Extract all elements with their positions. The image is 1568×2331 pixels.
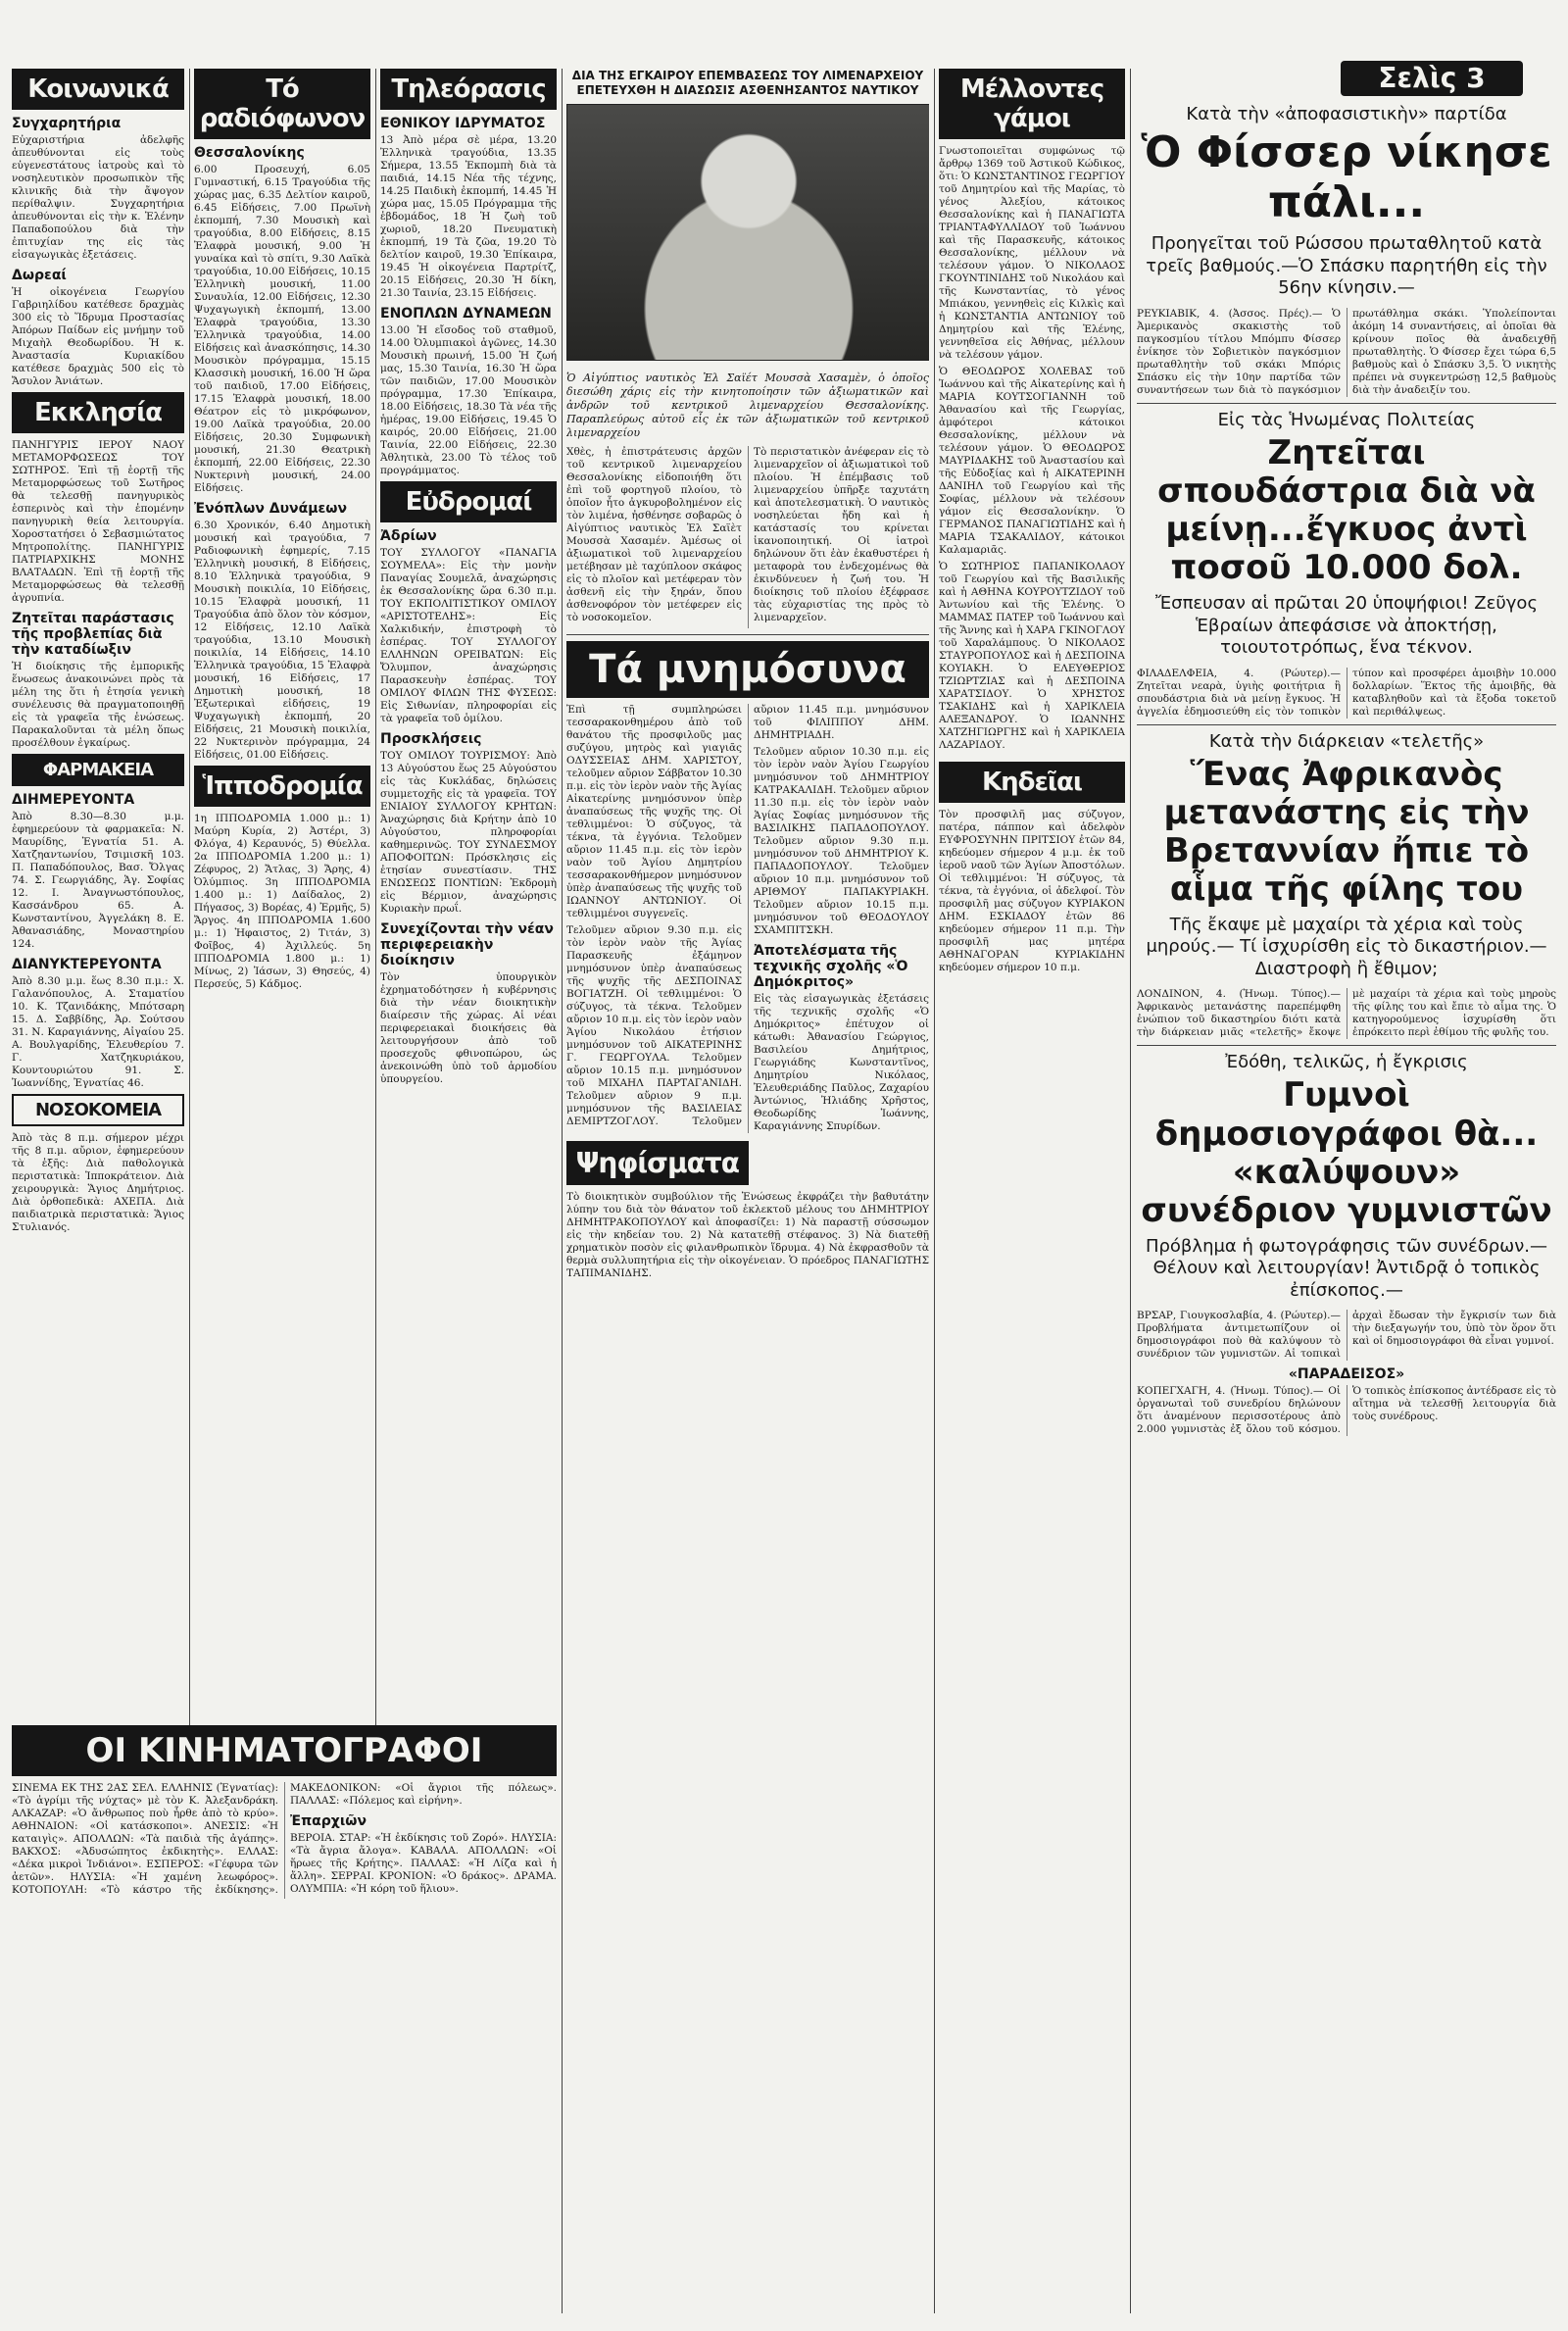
divider [1137,724,1556,725]
tv-text-2: 13.00 Ἡ εἴσοδος τοῦ σταθμοῦ, 14.00 Ὀλυμπιακοὶ ἀγῶνες, 14.30 Μουσικὴ πρωινή, 15.00 Ἡ ζωή μας, 15.30 Ταινία, 16.30 Ἡ ὥρα τῶν παιδιῶν, 17.00 Μουσικὸν πρόγραμμα, 17.30 Ἐπίκαιρα, 18.00 Εἰδήσεις, 18.30 Τὰ νέα τῆς ἡμέρας, 19.00 Εἰδήσεις, 19.45 Ὁ καιρός, 20.00 Εἰδήσεις, 21.00 Ταινία, 22.00 Εἰδήσεις, 22.30 Ἀθλητικὰ, 23.00 Τὸ τέλος τοῦ προγράμματος. [380,324,557,476]
story4-body: ΒΡΣΑΡ, Γιουγκοσλαβία, 4. (Ρώυτερ).— Προβλήματα ἀντιμετωπίζουν οἱ δημοσιογράφοι ποὺ θὰ καλύψουν τὸ συνέδριον τῶν γυμνιστῶν. Αἱ τοπικαὶ ἀρχαὶ ἔδωσαν τὴν ἔγκρισίν των διὰ τὴν διεξαγωγήν του, ὑπὸ τὸν ὅρον ὅτι καὶ οἱ δημοσιογράφοι θὰ εἶναι γυμνοί. [1137,1310,1556,1361]
ippodromia-text: 1η ΙΠΠΟΔΡΟΜΙΑ 1.000 μ.: 1) Μαύρη Κυρία, 2) Ἀστέρι, 3) Φλόγα, 4) Κεραυνός, 5) Θύελλα. 2α ΙΠΠΟΔΡΟΜΙΑ 1.200 μ.: 1) Ζέφυρος, 2) Ἄτλας, 3) Ἄρης, 4) Ὀλύμπιος. 3η ΙΠΠΟΔΡΟΜΙΑ 1.400 μ.: 1) Δαίδαλος, 2) Πήγασος, 3) Βορέας, 4) Ἐρμῆς, 5) Ἄργος. 4η ΙΠΠΟΔΡΟΜΙΑ 1.600 μ.: 1) Ἡφαιστος, 2) Τιτάν, 3) Φοῖβος, 4) Ἀχιλλεύς. 5η ΙΠΠΟΔΡΟΜΙΑ 1.800 μ.: 1) Μίνως, 2) Ἰάσων, 3) Θησεύς, 4) Περσεύς, 5) Κάδμος. [194,813,370,990]
rule [562,69,563,2313]
mnimosyna-text-3: Τελοῦμεν αὔριον 10.30 π.μ. εἰς τὸν ἱερὸν ναὸν Ἁγίου Γεωργίου μνημόσυνον τοῦ ΔΗΜΗΤΡΙΟΥ ΚΑΤΡΑΚΑΛΙΔΗ. Τελοῦμεν αὔριον 11.30 π.μ. εἰς τὸν ἱερὸν ναὸν Ἁγίας Σοφίας μνημόσυνον τῆς ΒΑΣΙΛΙΚΗΣ ΠΑΠΑΔΟΠΟΥΛΟΥ. Τελοῦμεν αὔριον 9.30 π.μ. μνημόσυνον τοῦ ΔΗΜΗΤΡΙΟΥ Κ. ΠΑΠΑΔΟΠΟΥΛΟΥ. Τελοῦμεν αὔριον 10 π.μ. μνημόσυνον τοῦ ΑΡΙΘΜΟΥ ΠΑΠΑΚΥΡΙΑΚΗ. Τελοῦμεν αὔριον 10.15 π.μ. μνημόσυνον τοῦ ΘΕΟΔΟΥΛΟΥ ΣΧΑΜΠΙΤΣΚΗ. [754,746,929,936]
story3-deck: Τῆς ἔκαψε μὲ μαχαίρι τὰ χέρια καὶ τοὺς μηρούς.— Τί ἰσχυρίσθη εἰς τὸ δικαστήριον.— Διαστροφὴ ἢ ἔθιμον; [1146,914,1547,979]
section-kinimatografoi: ΟΙ ΚΙΝΗΜΑΤΟΓΡΑΦΟΙ [12,1725,557,1776]
column-stories [1137,98,1556,2313]
subhead-synedriasis: Συνεχίζονται τὴν νέαν περιφερειακὴν διοίκησιν [380,921,554,968]
section-ippodromia: Ἱπποδρομία [194,766,370,807]
story1-kicker: Κατὰ τὴν «ἀποφασιστικὴν» παρτίδα [1186,104,1507,124]
nosokomeia-text: Ἀπὸ τὰς 8 π.μ. σήμερον μέχρι τῆς 8 π.μ. αὔριον, ἐφημερεύουν τὰ ἑξῆς: Διὰ παθολογικὰ περιστατικὰ: Ἱπποκράτειον. Διὰ χειρουργικὰ: Ἅγιος Δημήτριος. Διὰ ὀρθοπεδικὰ: ΑΧΕΠΑ. Διὰ παιδιατρικὰ περιστατικὰ: Ἅγιος Στυλιανός. [12,1132,184,1233]
mnimosyna-text-2: Τελοῦμεν αὔριον 9.30 π.μ. εἰς τὸν ἱερὸν ναὸν τῆς Ἁγίας Παρασκευῆς ἐξάμηνον μνημόσυνον ὑπὲρ ἀναπαύσεως τῆς ψυχῆς τῆς ΔΕΣΠΟΙΝΑΣ ΒΟΓΙΑΤΖΗ. Οἱ τεθλιμμένοι: Ὁ σύζυγος, τὰ τέκνα. Τελοῦμεν αὔριον 10 π.μ. εἰς τὸν ἱερὸν ναὸν Ἁγίου Νικολάου ἐτήσιον μνημόσυνον τοῦ ΑΙΚΑΤΕΡΙΝΗΣ Γ. ΓΕΩΡΓΟΥΛΑ. Τελοῦμεν αὔριον 10.15 π.μ. μνημόσυνον τοῦ ΜΙΧΑΗΛ ΠΑΡΤΑΓΑΝΙΔΗ. Τελοῦμεν αὔριον 9 π.μ. μνημόσυνον τῆς ΒΑΣΙΛΕΙΑΣ ΔΕΜΙΡΤΖΟΓΛΟΥ. Τελοῦμεν αὔριον 11.45 π.μ. μνημόσυνον τοῦ ΦΙΛΙΠΠΟΥ ΔΗΜ. ΔΗΜΗΤΡΙΑΔΗ. [566,704,929,1127]
farmakeia-text: Ἀπὸ 8.30—8.30 μ.μ. ἐφημερεύουν τὰ φαρμακεῖα: Ν. Μαυρίδης, Ἐγνατία 51. Α. Χατζηαντωνίου, Τσιμισκῆ 103. Π. Παπαδόπουλος, Βασ. Ὄλγας 74. Σ. Γεωργιάδης, Ἁγ. Σοφίας 12. Ι. Ἀναγνωστόπουλος, Κασσάνδρου 65. Α. Κωνσταντίνου, Ἀγγελάκη 8. Ε. Ἀθανασιάδης, Μοναστηρίου 124. [12,811,184,950]
tv-text: 13 Ἀπὸ μέρα σὲ μέρα, 13.20 Ἐλληνικὰ τραγούδια, 13.35 Σήμερα, 13.55 Ἐκπομπὴ διὰ τὰ παιδιά, 14.15 Νέα τῆς τέχνης, 14.25 Παιδικὴ ἐκπομπή, 14.45 Ἡ χώρα μας, 15.05 Πρόγραμμα τῆς ἑβδομάδος, 18 Ἡ ζωὴ τοῦ χωριοῦ, 18.20 Πνευματικὴ ἐκπομπή, 19 Τὰ ζῶα, 19.20 Τὸ δελτίον καιροῦ, 19.30 Ἐπίκαιρα, 19.45 Ἡ οἰκογένεια Παρτρίτζ, 20.15 Εἰδήσεις, 20.30 Ἡ δίκη, 21.30 Ταινία, 23.15 Εἰδήσεις. [380,134,557,299]
subhead-enoplon: ΕΝΟΠΛΩΝ ΔΥΝΑΜΕΩΝ [380,306,552,322]
section-evdromai: Εὐδρομαί [380,481,557,522]
mellontes-text-3: Ὁ ΣΩΤΗΡΙΟΣ ΠΑΠΑΝΙΚΟΛΑΟΥ τοῦ Γεωργίου καὶ τῆς Βασιλικῆς καὶ ἡ ΑΘΗΝΑ ΚΟΥΡΟΥΤΖΙΔΟΥ τοῦ Ἀντωνίου καὶ τῆς Ἑλένης. Ὁ ΜΑΜΜΑΣ ΠΑΤΕΡ τοῦ Ἰωάννου καὶ τῆς Ἄννης καὶ ἡ ΧΑΡΑ ΓΚΙΝΟΓΛΟΥ τοῦ Χαραλάμπους. Ὁ ΝΙΚΟΛΑΟΣ ΣΤΑΥΡΟΠΟΥΛΟΣ καὶ ἡ ΔΕΣΠΟΙΝΑ ΚΟΥΙΑΚΗ. Ὁ ΕΛΕΥΘΕΡΙΟΣ ΤΖΙΩΡΤΖΙΑΣ καὶ ἡ ΔΕΣΠΟΙΝΑ ΧΑΡΑΤΣΙΔΟΥ. Ὁ ΧΡΗΣΤΟΣ ΤΣΑΚΙΔΗΣ καὶ ἡ ΧΑΡΙΚΛΕΙΑ ΑΛΕΞΑΝΔΡΟΥ. Ὁ ΙΩΑΝΝΗΣ ΧΑΤΖΗΓΙΩΡΓΗΣ καὶ ἡ ΧΑΡΙΚΛΕΙΑ ΛΑΖΑΡΙΔΟΥ. [939,561,1125,751]
synedriasis-text: Τὸν ὑπουργικὸν ἐχρηματοδότησεν ἡ κυβέρνησις διὰ τὴν νέαν διοικητικὴν διαίρεσιν τῆς χώρας. Αἱ νέαι περιφερειακαὶ διοικήσεις θὰ λειτουργήσουν ἀπὸ τοῦ προσεχοῦς φθινοπώρου, ὡς ἀνεκοινώθη ὑπὸ τοῦ ἁρμοδίου ὑπουργείου. [380,971,557,1085]
proskliseis-text: ΤΟΥ ΟΜΙΛΟΥ ΤΟΥΡΙΣΜΟΥ: Ἀπὸ 13 Αὐγούστου ἕως 25 Αὐγούστου εἰς τὰς Κυκλάδας, δηλώσεις συμμετοχῆς εἰς τὰ γραφεῖα. ΤΟΥ ΕΝΙΑΙΟΥ ΣΥΛΛΟΓΟΥ ΚΡΗΤΩΝ: Ἀναχώρησις διὰ Κρήτην ἀπὸ 10 Αὐγούστου, πληροφορίαι καθημερινῶς. ΤΟΥ ΣΥΝΔΕΣΜΟΥ ΑΠΟΦΟΙΤΩΝ: Πρόσκλησις εἰς ἐτησίαν συνεστίασιν. ΤΗΣ ΕΝΩΣΕΩΣ ΠΟΝΤΙΩΝ: Ἐκδρομὴ εἰς Βέρμιον, ἀναχώρησις Κυριακὴν πρωΐ. [380,750,557,915]
photo-headline: ΔΙΑ ΤΗΣ ΕΓΚΑΙΡΟΥ ΕΠΕΜΒΑΣΕΩΣ ΤΟΥ ΛΙΜΕΝΑΡΧΕΙΟΥ ΕΠΕΤΕΥΧΘΗ Η ΔΙΑΣΩΣΙΣ ΑΣΘΕΝΗΣΑΝΤΟΣ ΝΑΥΤΙΚΟΥ [571,69,924,97]
photo-caption: Ὁ Αἰγύπτιος ναυτικὸς Ἐλ Σαϊέτ Μουσσὰ Χασαμὲν, ὁ ὁποῖος διεσώθη χάρις εἰς τὴν κινητοποίησιν τῶν ἀξιωματικῶν καὶ ἀνδρῶν τοῦ κεντρικοῦ λιμεναρχείου Θεσσαλονίκης. Παραπλεύρως αὐτοῦ εἷς ἐκ τῶν ἀξιωματικῶν τοῦ κεντρικοῦ λιμεναρχείου [566,372,929,439]
subhead-syncharitiria: Συγχαρητήρια [12,116,122,131]
story1-headline: Ὁ Φίσσερ νίκησε πάλι... [1141,127,1552,227]
section-ekklisia: Εκκλησία [12,392,184,433]
story3-body: ΛΟΝΔΙΝΟΝ, 4. (Ἡνωμ. Τύπος).— Ἀφρικανὸς μετανάστης παρεπέμφθη ἐνώπιον τοῦ δικαστηρίου διότι κατὰ τὴν διάρκειαν μιᾶς «τελετῆς» ἔκοψε μὲ μαχαίρι τὰ χέρια καὶ τοὺς μηροὺς τῆς φίλης του καὶ ἔπιε τὸ αἷμα της. Ὁ κατηγορούμενος ἰσχυρίσθη ὅτι ἐπρόκειτο περὶ ἐθίμου τῆς φυλῆς του. [1137,988,1556,1039]
mnimosyna-text: Ἐπὶ τῇ συμπληρώσει τεσσαρακονθημέρου ἀπὸ τοῦ θανάτου τῆς προσφιλοῦς μας συζύγου, μητρὸς καὶ γιαγιᾶς ΟΔΥΣΣΕΙΑΣ ΔΗΜ. ΧΑΡΙΣΤΟΥ, τελοῦμεν αὔριον Σάββατον 10.30 π.μ. εἰς τὸν ἱερὸν ναὸν τῆς Ἁγίας Αἰκατερίνης μνημόσυνον ὑπὲρ ἀναπαύσεως τῆς ψυχῆς της. Οἱ τεθλιμμένοι: Ὁ σύζυγος, τὰ τέκνα, τὰ ἐγγόνια. Τελοῦμεν αὔριον 11.45 π.μ. εἰς τὸν ἱερὸν ναὸν τοῦ Ἁγίου Δημητρίου τεσσαρακονθήμερον μνημόσυνον ὑπὲρ ἀναπαύσεως τῆς ψυχῆς τοῦ ΙΩΑΝΝΟΥ ΑΝΤΩΝΙΟΥ. Οἱ τεθλιμμένοι συγγενεῖς. [566,704,742,919]
story3-kicker: Κατὰ τὴν διάρκειαν «τελετῆς» [1208,730,1485,752]
story4-kicker: Ἐδόθη, τελικῶς, ἡ ἔγκρισις [1225,1052,1468,1073]
section-nosokomeia: ΝΟΣΟΚΟΜΕΙΑ [12,1094,184,1126]
subhead-dianykterevonta: ΔΙΑΝΥΚΤΕΡΕΥΟΝΤΑ [12,957,162,972]
cinema-block [12,1725,557,2313]
rule [1130,69,1131,2313]
subhead-adrion: Ἀδρίων [380,528,437,544]
koinonika-text: Εὐχαριστήρια ἀδελφῆς ἀπευθύνονται εἰς τοὺς εὐγενεστάτους ἰατροὺς καὶ τὸ νοσηλευτικὸν προσωπικὸν τῆς κλινικῆς διὰ τὴν ἄψογον περίθαλψιν. Συγχαρητήρια ἀπευθύνονται εἰς τὴν κ. Ἑλένην Παπαδοπούλου διὰ τὴν ἐπιτυχίαν της εἰς τὰς εἰσαγωγικὰς ἐξετάσεις. [12,134,184,261]
subhead-dorea: Δωρεαί [12,268,67,283]
rescue-text-2: Τὸ περιστατικὸν ἀνέφεραν εἰς τὸ λιμεναρχεῖον οἱ ἀξιωματικοὶ τοῦ πλοίου. Ἡ ἐπέμβασις τοῦ λιμεναρχείου ὑπῆρξε ταχυτάτη καὶ ἀποτελεσματικὴ. Ὁ ναυτικὸς νοσηλεύεται ἤδη καὶ ἡ κατάστασίς του κρίνεται ἱκανοποιητική. Οἱ ἰατροὶ δηλώνουν ὅτι ἐὰν ἐκαθυστέρει ἡ μεταφορὰ του ἐνδεχομένως θὰ ἐκινδύνευεν ἡ ζωή του. Ἡ διοίκησις τοῦ πλοίου ἐξέφρασε τὰς εὐχαριστίας της πρὸς τὸ λιμεναρχεῖον. [754,446,929,623]
section-mnimosyna: Τά μνημόσυνα [566,641,929,698]
section-kidiai: Κηδεῖαι [939,762,1125,803]
divider [1137,1045,1556,1046]
story4-body-2: ΚΟΠΕΓΧΑΓΗ, 4. (Ἡνωμ. Τύπος).— Οἱ ὀργανωταὶ τοῦ συνεδρίου δηλώνουν ὅτι ἀναμένουν περισσοτέρους ἀπὸ 2.000 γυμνιστὰς ἐξ ὅλου τοῦ κόσμου. Ὁ τοπικὸς ἐπίσκοπος ἀντέδρασε εἰς τὸ αἴτημα νὰ τελεσθῇ λειτουργία διὰ τοὺς συνέδρους. [1137,1385,1556,1436]
eparchion-text: ΒΕΡΟΙΑ. ΣΤΑΡ: «Ἡ ἐκδίκησις τοῦ Ζορό». ΗΛΥΣΙΑ: «Τὰ ἄγρια ἄλογα». ΚΑΒΑΛΑ. ΑΠΟΛΛΩΝ: «Οἱ ἥρωες τῆς Κρήτης». ΠΑΛΛΑΣ: «Ἡ Λίζα καὶ ἡ ἄλλη». ΣΕΡΡΑΙ. ΚΡΟΝΙΟΝ: «Ὁ δράκος». ΔΡΑΜΑ. ΟΛΥΜΠΙΑ: «Ἡ κόρη τοῦ ἥλιου». [290,1832,557,1895]
story4-deck: Πρόβλημα ἡ φωτογράφησις τῶν συνέδρων.— Θέλουν καὶ λειτουργίαν! Ἀντιδρᾷ ὁ τοπικὸς ἐπίσκοπος.— [1145,1235,1548,1301]
story2-deck: Ἔσπευσαν αἱ πρῶται 20 ὑποψήφιοι! Ζεῦγος Ἑβραίων ἀπεφάσισε νὰ ἀποκτήσῃ, τοιουτοτρόπως, ἕνα τέκνον. [1154,593,1539,659]
section-koinonika: Κοινωνικά [12,69,184,110]
page-number: Σελὶς 3 [1341,61,1523,96]
section-farmakeia: ΦΑΡΜΑΚΕΙΑ [12,754,184,786]
section-mellontes: Μέλλοντες γάμοι [939,69,1125,139]
anakoinosis-text: Ἡ διοίκησις τῆς ἐμπορικῆς ἕνωσεως ἀνακοινώνει πρὸς τὰ μέλη της ὅτι ἡ ἐτησία γενικὴ συνέλευσις θὰ πραγματοποιηθῇ εἰς τὰ γραφεῖα τῆς ἑνώσεως. Παρακαλοῦνται τὰ μέλη ὅπως προσέλθουν ἐγκαίρως. [12,661,184,749]
story2-headline: Ζητεῖται σπουδάστρια διὰ νὰ μείνῃ...ἔγκυος ἀντὶ ποσοῦ 10.000 δολ. [1157,432,1536,587]
farmakeia-text-2: Ἀπὸ 8.30 μ.μ. ἕως 8.30 π.μ.: Χ. Γαλανόπουλος, Α. Σταματίου 10. Κ. Τζανιδάκης, Μπότσαρη 15. Δ. Σαββίδης, Ἀρ. Σούτσου 31. Ν. Καραγιάννης, Αἰγαίου 25. Α. Βουλγαρίδης, Ἑλευθερίου 7. Γ. Χατζηκυριάκου, Κουντουριώτου 91. Σ. Ἰωαννίδης, Ἐγνατίας 46. [12,975,184,1089]
radio-text-2: 6.30 Χρονικόν, 6.40 Δημοτικὴ μουσική καὶ τραγούδια, 7 Ραδιοφωνικὴ ἐφημερίς, 7.15 Ἐλληνικὴ μουσική, 8 Εἰδήσεις, 8.10 Ἑλληνικὰ τραγούδια, 9 Μουσικὴ ποικιλία, 10 Εἰδήσεις, 10.15 Ἐλαφρὰ μουσική, 11 Τραγούδια ἀπὸ ὅλον τὸν κόσμον, 12 Εἰδήσεις, 12.10 Λαϊκὰ τραγούδια, 13.10 Μουσικὴ ποικιλία, 14 Εἰδήσεις, 14.10 Ἑλληνικὰ τραγούδια, 15 Ἐλαφρὰ μουσική, 16 Εἰδήσεις, 17 Δημοτικὴ μουσική, 18 Ἐξωτερικαὶ εἰδήσεις, 19 Ψυχαγωγικὴ ἐκπομπή, 20 Εἰδήσεις, 21 Μουσικὴ ποικιλία, 22 Νυκτερινὸν πρόγραμμα, 24 Εἰδήσεις, 01.00 Εἰδήσεις. [194,520,370,761]
subhead-ethnikou: ΕΘΝΙΚΟΥ ΙΔΡΥΜΑΤΟΣ [380,116,546,131]
subhead-thessalonikis: Θεσσαλονίκης [194,145,305,161]
radio-text: 6.00 Προσευχή, 6.05 Γυμναστική, 6.15 Τραγούδια τῆς χώρας μας, 6.35 Δελτίον καιροῦ, 6.45 Εἰδήσεις, 7.00 Πρωϊνὴ ἐκπομπή, 7.30 Μουσικὴ καὶ τραγούδια, 8.00 Εἰδήσεις, 8.15 Ἐλαφρὰ μουσική, 9.00 Ἡ γυναίκα καὶ τὸ σπίτι, 9.30 Λαϊκὰ τραγούδια, 10.00 Εἰδήσεις, 10.15 Ἐλληνικὴ μουσική, 11.00 Συναυλία, 12.00 Εἰδήσεις, 12.30 Ψυχαγωγικὴ ἐκπομπή, 13.00 Ἐλαφρὰ τραγούδια, 13.30 Ἐλληνικὰ τραγούδια, 14.00 Εἰδήσεις καὶ ἀνασκόπησις, 14.30 Μουσικὸν πρόγραμμα, 15.15 Κλασσικὴ μουσική, 16.00 Ἡ ὥρα τοῦ παιδιοῦ, 17.00 Εἰδήσεις, 17.15 Ἐλαφρὰ μουσική, 18.00 Θέατρον εἰς τὸ μικρόφωνον, 19.00 Λαϊκὰ τραγούδια, 20.00 Εἰδήσεις, 20.30 Συμφωνικὴ μουσική, 21.30 Θεατρικὴ ἐκπομπή, 22.00 Εἰδήσεις, 22.30 Νυκτερινὴ μουσική, 24.00 Εἰδήσεις. [194,164,370,494]
dorea-text: Ἡ οἰκογένεια Γεωργίου Γαβριηλίδου κατέθεσε δραχμὰς 300 εἰς τὸ Ἵδρυμα Προστασίας Ἀπόρων Παίδων εἰς μνήμην τοῦ Μιχαὴλ Θεοδωρίδου. Ἡ κ. Ἀναστασία Κυριακίδου κατέθεσε δραχμὰς 500 εἰς τὸ Ἄσυλον Ἀνιάτων. [12,286,184,387]
ekklisia-text: ΠΑΝΗΓΥΡΙΣ ΙΕΡΟΥ ΝΑΟΥ ΜΕΤΑΜΟΡΦΩΣΕΩΣ ΤΟΥ ΣΩΤΗΡΟΣ. Ἐπὶ τῇ ἑορτῇ τῆς Μεταμορφώσεως τοῦ Σωτῆρος θὰ τελεσθῇ πανηγυρικὸς ἑσπερινὸς καὶ τὴν ἑπομένην πανηγυρικὴ θεία λειτουργία. Χοροστατήσει ὁ Σεβασμιώτατος Μητροπολίτης. ΠΑΝΗΓΥΡΙΣ ΠΑΤΡΙΑΡΧΙΚΗΣ ΜΟΝΗΣ ΒΛΑΤΑΔΩΝ. Ἐπὶ τῇ ἑορτῇ τῆς Μεταμορφώσεως θὰ τελεσθῇ ἀγρυπνία. [12,439,184,604]
column-mellontes [939,69,1125,2313]
subhead-anakoinosis: Ζητεῖται παράστασις τῆς προβλεπίας διὰ τὴν καταδίωξιν [12,611,174,658]
subhead-eparchion: Ἐπαρχιῶν [290,1813,367,1829]
divider [566,634,929,635]
kinimatografoi-text: ΣΙΝΕΜΑ ΕΚ ΤΗΣ 2ΑΣ ΣΕΛ. ΕΛΛΗΝΙΣ (Ἐγνατίας): «Τὸ ἀγρίμι τῆς νύχτας» μὲ τὸν Κ. Ἀλεξανδράκη. ΑΛΚΑΖΑΡ: «Ὁ ἄνθρωπος ποὺ ἦρθε ἀπὸ τὸ κρύο». ΑΘΗΝΑΙΟΝ: «Οἱ κατάσκοποι». ΑΝΕΣΙΣ: «Ἡ καταιγὶς». ΑΠΟΛΛΩΝ: «Τὰ παιδιὰ τῆς ἀγάπης». ΒΑΚΧΟΣ: «Ἀδυσώπητος ἐκδικητὴς». ΕΛΛΑΣ: «Δέκα μικροὶ Ἰνδιάνοι». ΕΣΠΕΡΟΣ: «Γέφυρα τῶν ἀετῶν». ΗΛΥΣΙΑ: «Ἡ χαμένη λεωφόρος». ΚΟΤΟΠΟΥΛΗ: «Τὸ κάστρο τῆς ἐκδίκησης». ΜΑΚΕΔΟΝΙΚΟΝ: «Οἱ ἄγριοι τῆς πόλεως». ΠΑΛΛΑΣ: «Πόλεμος καὶ εἰρήνη». [12,1782,557,1896]
subhead-apotelesmata: Ἀποτελέσματα τῆς τεχνικῆς σχολῆς «Ὁ Δημόκριτος» [754,943,908,990]
story1-body: ΡΕΥΚΙΑΒΙΚ, 4. (Ἀσσος. Πρές).— Ὁ Ἀμερικανὸς σκακιστὴς τοῦ παγκοσμίου τίτλου Μπόμπυ Φίσσερ ἐνίκησε τὸν Σοβιετικὸν παγκόσμιον πρωταθλητὴν τοῦ σκάκι Μπόρις Σπάσκυ εἰς τὴν 10ην παρτίδα τῶν συναντήσεων των διὰ τὸ παγκόσμιον πρωτάθλημα σκάκι. Ὑπολείπονται ἀκόμη 14 συναντήσεις, αἱ ὁποῖαι θὰ κρίνουν ποῖος θὰ ἀναδειχθῇ πρωταθλητὴς. Ὁ Φίσσερ ἔχει τώρα 6,5 βαθμοὺς καὶ ὁ Σπάσκυ 3,5. Ὁ νικητὴς πρέπει νὰ συγκεντρώσῃ 12,5 βαθμοὺς διὰ τὴν ἀναδειξίν του. [1137,307,1556,396]
mellontes-text: Γνωστοποιεῖται συμφώνως τῷ ἄρθρῳ 1369 τοῦ Ἀστικοῦ Κώδικος, ὅτι: Ὁ ΚΩΝΣΤΑΝΤΙΝΟΣ ΓΕΩΡΓΙΟΥ τοῦ Δημητρίου καὶ τῆς Μαρίας, τὸ γένος Ἀλεξίου, κάτοικος Θεσσαλονίκης καὶ ἡ ΠΑΝΑΓΙΩΤΑ ΤΡΙΑΝΤΑΦΥΛΛΙΔΟΥ τοῦ Ἰωάννου καὶ τῆς Παρασκευῆς, κάτοικος Θεσσαλονίκης, μέλλουν νὰ τελέσουν γάμον. Ὁ ΝΙΚΟΛΑΟΣ ΓΚΟΥΝΤΙΝΙΔΗΣ τοῦ Νικολάου καὶ τῆς Κωνσταντίας, τὸ γένος Μπιάκου, γεννηθεὶς εἰς Κιλκὶς καὶ ἡ ΚΩΝΣΤΑΝΤΙΑ ΑΝΤΩΝΙΟΥ τοῦ Δημητρίου καὶ τῆς Ἑλένης, γεννηθεῖσα εἰς Ἀθήνας, μέλλουν νὰ τελέσουν γάμον. [939,145,1125,361]
section-tileorasis: Τηλεόρασις [380,69,557,110]
rescue-text: Χθὲς, ἡ ἐπιστράτευσις ἀρχῶν τοῦ κεντρικοῦ λιμεναρχείου Θεσσαλονίκης εἰδοποιήθη ὅτι ἐπὶ τοῦ φορτηγοῦ πλοίου, τὸ ὁποῖον ἦτο ἀγκυροβολημένον εἰς τὸν λιμένα, ἠσθένησε σοβαρῶς ὁ Αἰγύπτιος ναυτικὸς Ἐλ Σαϊὲτ Μουσσὰ Χασαμέν. Ἀμέσως οἱ ἀξιωματικοὶ τοῦ λιμεναρχείου μετέβησαν μὲ ταχύπλοον σκάφος εἰς τὸ πλοῖον καὶ μετέφεραν τὸν ἀσθενῆ εἰς τὴν ξηράν, ὅπου ἀσθενοφόρον τὸν μετέφερεν εἰς τὸ νοσοκομεῖον. [566,446,742,623]
sailor-photo [566,104,929,361]
story2-kicker: Εἰς τὰς Ἡνωμένας Πολιτείας [1217,409,1476,430]
divider [1137,403,1556,404]
subhead-diimerevonta: ΔΙΗΜΕΡΕΥΟΝΤΑ [12,792,135,808]
story4-headline: Γυμνοὶ δημοσιογράφοι θὰ... «καλύψουν» συνέδριον γυμνιστῶν [1141,1075,1552,1230]
subhead-enoplon-dynameon: Ἐνόπλων Δυνάμεων [194,501,347,517]
kidiai-text: Τὸν προσφιλῆ μας σύζυγον, πατέρα, πάππον καὶ ἀδελφὸν ΕΥΦΡΟΣΥΝΗΝ ΠΡΙΤΣΙΟΥ ἐτῶν 84, κηδεύομεν σήμερον 4 μ.μ. ἐκ τοῦ ἱεροῦ ναοῦ τῶν Ἁγίων Ἀποστόλων. Οἱ τεθλιμμένοι: Ἡ σύζυγος, τὰ τέκνα, τὰ ἐγγόνια, οἱ ἀδελφοί. Τὸν προσφιλῆ μας σύζυγον ΚΥΡΙΑΚΟΝ ΔΗΜ. ΕΣΚΙΑΔΟΥ ἐτῶν 86 κηδεύομεν σήμερον 11 π.μ. Τὴν προσφιλῆ μας μητέρα ΑΘΗΝΑΓΟΡΑΝ ΚΥΡΙΑΚΙΔΗΝ κηδεύομεν σήμερον 10 π.μ. [939,809,1125,973]
story4-byline: «ΠΑΡΑΔΕΙΣΟΣ» [1288,1366,1405,1383]
photo-story [566,69,929,2313]
evdromai-text: ΤΟΥ ΣΥΛΛΟΓΟΥ «ΠΑΝΑΓΙΑ ΣΟΥΜΕΛΑ»: Εἰς τὴν μονὴν Παναγίας Σουμελᾶ, ἀναχώρησις ἐκ Θεσσαλονίκης ὥρα 6.30 π.μ. ΤΟΥ ΕΚΠΟΛΙΤΙΣΤΙΚΟΥ ΟΜΙΛΟΥ «ΑΡΙΣΤΟΤΕΛΗΣ»: Εἰς Χαλκιδικήν, ἐπιστροφὴ τὸ ἑσπέρας. ΤΟΥ ΣΥΛΛΟΓΟΥ ΕΛΛΗΝΩΝ ΟΡΕΙΒΑΤΩΝ: Εἰς Ὄλυμπον, ἀναχώρησις Παρασκευὴν ἑσπέρας. ΤΟΥ ΟΜΙΛΟΥ ΦΙΛΩΝ ΤΗΣ ΦΥΣΕΩΣ: Εἰς Σιθωνίαν, πληροφορίαι εἰς τὰ γραφεῖα τοῦ ὁμίλου. [380,547,557,724]
psifismata-text: Τὸ διοικητικὸν συμβούλιον τῆς Ἑνώσεως ἐκφράζει τὴν βαθυτάτην λύπην του διὰ τὸν θάνατον τοῦ ἐκλεκτοῦ μέλους του ΔΗΜΗΤΡΙΟΥ ΔΗΜΗΤΡΑΚΟΠΟΥΛΟΥ καὶ ἀποφασίζει: 1) Νὰ παραστῇ σύσσωμον εἰς τὴν κηδείαν του. 2) Νὰ κατατεθῇ στέφανος. 3) Νὰ διατεθῇ χρηματικὸν ποσὸν εἰς φιλανθρωπικὸν ἵδρυμα. 4) Νὰ ἐκφρασθοῦν τὰ θερμὰ συλλυπητήρια εἰς τὴν οἰκογένειαν. Ὁ πρόεδρος ΠΑΝΑΓΙΩΤΗΣ ΤΑΠΙΜΑΝΙΔΗΣ. [566,1191,929,1279]
section-radiofono: Τό ραδιόφωνον [194,69,370,139]
apotelesmata-text: Εἰς τὰς εἰσαγωγικὰς ἐξετάσεις τῆς τεχνικῆς σχολῆς «Ὁ Δημόκριτος» ἐπέτυχον οἱ κάτωθι: Ἀθανασίου Γεώργιος, Βασιλείου Δημήτριος, Γεωργιάδης Κωνσταντῖνος, Δημητρίου Νικόλαος, Ἐλευθεριάδης Παῦλος, Ζαχαρίου Ἀντώνιος, Ἠλιάδης Χρῆστος, Θεοδωρίδης Ἰωάννης, Καραγιάννης Σπυρίδων. [754,993,929,1132]
subhead-proskliseis: Προσκλήσεις [380,731,482,747]
rule [934,69,935,2313]
story3-headline: Ἕνας Ἀφρικανὸς μετανάστης εἰς τὴν Βρεταννίαν ἤπιε τὸ αἷμα τῆς φίλης του [1163,754,1530,909]
story2-body: ΦΙΛΑΔΕΛΦΕΙΑ, 4. (Ρώυτερ).— Ζητεῖται νεαρὰ, ὑγιὴς φοιτήτρια ἢ σπουδάστρια διὰ νὰ μείνῃ ἔγκυος. Ἡ ἀγγελία ἐδημοσιεύθη εἰς τὸν τοπικὸν τύπον καὶ προσφέρει ἀμοιβὴν 10.000 δολλαρίων. Ἕκτος τῆς ἀμοιβῆς, θὰ καταβληθοῦν καὶ τὰ ἔξοδα τοκετοῦ καὶ περιθάλψεως. [1137,667,1556,718]
mellontes-text-2: Ὁ ΘΕΟΔΩΡΟΣ ΧΟΛΕΒΑΣ τοῦ Ἰωάννου καὶ τῆς Αἰκατερίνης καὶ ἡ ΜΑΡΙΑ ΚΟΥΤΣΟΓΙΑΝΝΗ τοῦ Ἀθανασίου καὶ τῆς Γεωργίας, ἀμφότεροι κάτοικοι Θεσσαλονίκης, μέλλουν νὰ τελέσουν γάμον. Ὁ ΘΕΟΔΩΡΟΣ ΜΑΥΡΙΔΑΚΗΣ τοῦ Ἀναστασίου καὶ τῆς Εὐδοξίας καὶ ἡ ΑΙΚΑΤΕΡΙΝΗ ΔΑΝΙΗΛ τοῦ Γεωργίου καὶ τῆς Σοφίας, μέλλουν νὰ τελέσουν γάμον εἰς Θεσσαλονίκην. Ὁ ΓΕΡΜΑΝΟΣ ΠΑΝΑΓΙΩΤΙΔΗΣ καὶ ἡ ΜΑΡΙΑ ΤΣΑΚΑΛΙΔΟΥ, κάτοικοι Καλαμαριᾶς. [939,366,1125,556]
section-psifismata: Ψηφίσματα [566,1141,749,1185]
story1-deck: Προηγεῖται τοῦ Ρώσσου πρωταθλητοῦ κατὰ τρεῖς βαθμούς.—Ὁ Σπάσκυ παρητήθη εἰς τὴν 56ην κίνησιν.— [1146,233,1547,299]
